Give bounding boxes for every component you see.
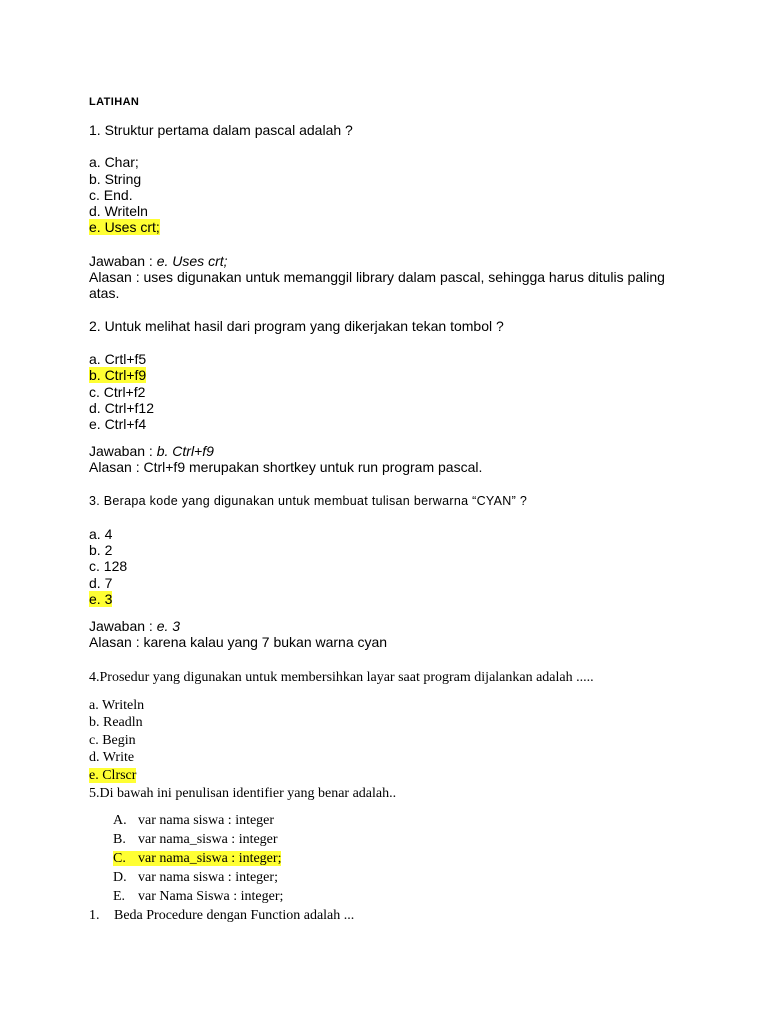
q1-option-d: d. Writeln [89, 203, 148, 219]
q1-reason-line1: Alasan : uses digunakan untuk memanggil library dalam pascal, sehingga harus ditulis paling [89, 269, 665, 285]
q2-reason: Alasan : Ctrl+f9 merupakan shortkey untuk run program pascal. [89, 459, 483, 475]
q2-option-c: c. Ctrl+f2 [89, 384, 146, 400]
q3-answer-value: e. 3 [156, 618, 181, 634]
q4-option-c: c. Begin [89, 733, 136, 748]
q5-option-e [113, 888, 283, 905]
q4-option-a: a. Writeln [89, 698, 145, 713]
q5-option-a-marker: A. [113, 813, 127, 828]
q5-option-d [113, 869, 278, 886]
q3-option-d: d. 7 [89, 575, 113, 591]
q4-question: 4.Prosedur yang digunakan untuk membersihkan layar saat program dijalankan adalah ..... [89, 670, 594, 685]
q1-option-e-highlight: e. Uses crt; [89, 219, 160, 235]
q5-option-d-text: var nama siswa : integer; [138, 870, 278, 885]
q1-answer-value: e. Uses crt; [156, 253, 228, 269]
q3-option-b: b. 2 [89, 542, 113, 558]
q5-option-c-text: var nama_siswa : integer; [138, 851, 282, 866]
q3-option-a: a. 4 [89, 526, 113, 542]
q4-option-e-highlight: e. Clrscr [89, 768, 137, 783]
document-title: LATIHAN [89, 96, 140, 108]
q2-answer [89, 443, 214, 460]
q1-answer-label: Jawaban : [89, 253, 157, 269]
q5-question: 5.Di bawah ini penulisan identifier yang benar adalah.. [89, 786, 397, 801]
q1-option-e [89, 219, 160, 236]
q5-option-a-text: var nama siswa : integer [138, 813, 275, 828]
q5-option-c [113, 850, 281, 867]
q3-answer-label: Jawaban : [89, 618, 157, 634]
q6-question [89, 907, 354, 924]
q6-marker: 1. [89, 908, 100, 923]
q2-option-b [89, 367, 146, 384]
q5-option-e-text: var Nama Siswa : integer; [138, 889, 284, 904]
q1-answer [89, 253, 228, 270]
q2-option-a: a. Crtl+f5 [89, 351, 147, 367]
q5-option-b-text: var nama_siswa : integer [138, 832, 278, 847]
q1-question: 1. Struktur pertama dalam pascal adalah ? [89, 122, 353, 138]
q2-answer-label: Jawaban : [89, 443, 157, 459]
q3-option-e [89, 591, 112, 608]
q5-option-e-marker: E. [113, 889, 126, 904]
q5-option-b-marker: B. [113, 832, 126, 847]
q3-option-e-highlight: e. 3 [89, 591, 113, 607]
q3-question: 3. Berapa kode yang digunakan untuk membuat tulisan berwarna “CYAN” ? [89, 494, 528, 508]
q1-option-b: b. String [89, 171, 142, 187]
q2-question: 2. Untuk melihat hasil dari program yang dikerjakan tekan tombol ? [89, 318, 504, 334]
q5-option-d-marker: D. [113, 870, 127, 885]
q5-option-c-marker: C. [113, 851, 126, 866]
q2-option-d: d. Ctrl+f12 [89, 400, 154, 416]
q2-option-b-highlight: b. Ctrl+f9 [89, 367, 147, 383]
q5-option-c-highlight [113, 851, 281, 866]
q3-reason: Alasan : karena kalau yang 7 bukan warna cyan [89, 634, 388, 650]
q5-option-a [113, 812, 274, 829]
q4-option-b: b. Readln [89, 715, 143, 730]
q1-option-a: a. Char; [89, 154, 139, 170]
q3-answer [89, 618, 180, 635]
q2-option-e: e. Ctrl+f4 [89, 416, 147, 432]
q2-answer-value: b. Ctrl+f9 [156, 443, 214, 459]
q4-option-d: d. Write [89, 750, 135, 765]
q6-question-text: Beda Procedure dengan Function adalah ... [114, 908, 355, 923]
q1-option-c: c. End. [89, 187, 133, 203]
q4-option-e [89, 767, 136, 784]
q1-reason-line2: atas. [89, 285, 120, 301]
q5-option-b [113, 831, 278, 848]
q3-option-c: c. 128 [89, 558, 128, 574]
